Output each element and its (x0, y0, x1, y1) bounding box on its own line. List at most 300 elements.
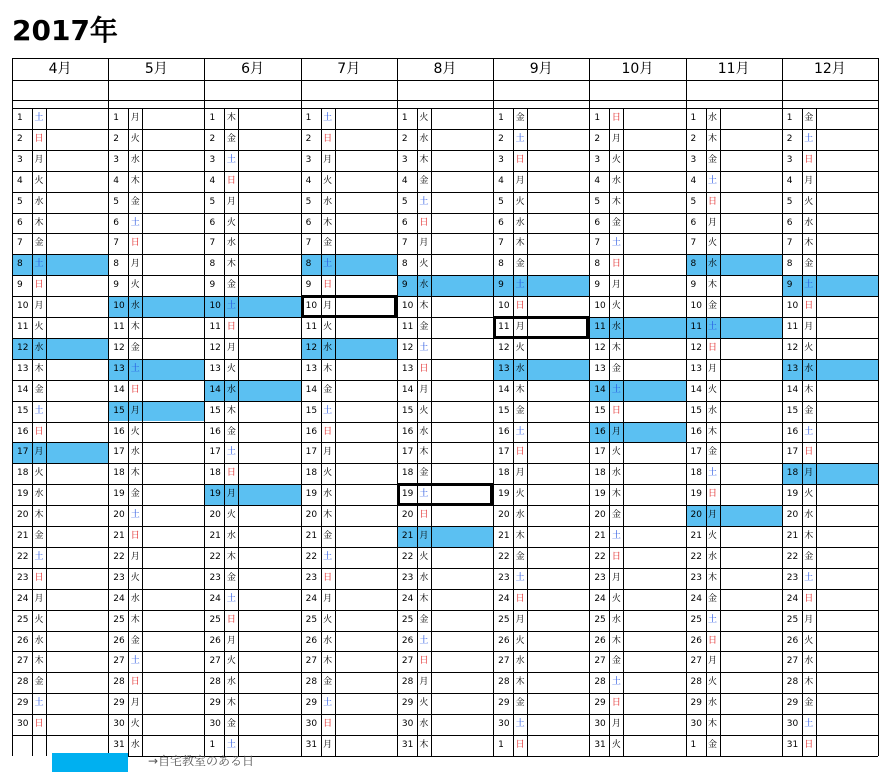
day-of-week: 木 (226, 113, 236, 123)
day-of-week: 日 (611, 113, 621, 123)
day-of-week: 月 (515, 322, 525, 332)
day-of-week: 金 (226, 133, 236, 144)
day-number: 26 (498, 635, 510, 646)
day-of-week: 水 (34, 635, 44, 646)
day-of-week: 日 (611, 259, 621, 270)
day-of-week: 木 (515, 238, 525, 249)
day-number: 15 (594, 405, 606, 416)
day-of-week: 火 (226, 656, 236, 667)
day-of-week: 日 (515, 593, 525, 604)
day-number: 16 (401, 426, 414, 437)
day-of-week: 土 (515, 426, 525, 437)
day-of-week: 水 (323, 342, 333, 353)
day-of-week-divider (527, 108, 528, 756)
day-of-week: 火 (419, 551, 429, 562)
day-of-week: 土 (708, 468, 718, 479)
day-number: 3 (209, 154, 216, 165)
day-number: 12 (209, 342, 221, 353)
day-of-week: 木 (611, 196, 621, 207)
day-number: 18 (17, 468, 29, 479)
day-of-week: 日 (708, 489, 718, 500)
month-divider (493, 58, 494, 756)
day-number: 16 (113, 426, 125, 437)
day-number: 8 (209, 259, 216, 270)
day-number: 21 (498, 531, 510, 541)
day-of-week: 木 (226, 698, 236, 709)
day-of-week: 金 (130, 196, 140, 207)
day-of-week: 火 (419, 698, 429, 709)
day-of-week: 月 (130, 698, 140, 709)
day-number: 11 (690, 322, 702, 332)
day-of-week: 火 (323, 614, 333, 625)
day-of-week: 土 (34, 113, 44, 123)
day-number: 23 (594, 572, 606, 583)
day-number: 20 (498, 510, 510, 521)
day-of-week: 火 (611, 154, 621, 165)
day-of-week: 土 (804, 572, 814, 583)
day-of-week: 木 (515, 384, 525, 395)
day-number: 15 (498, 405, 510, 416)
day-number: 31 (305, 740, 318, 750)
day-number: 14 (209, 384, 221, 395)
day-of-week: 月 (708, 656, 718, 667)
day-number: 1 (305, 113, 312, 123)
day-number: 12 (401, 342, 414, 353)
row-divider (397, 756, 493, 757)
day-of-week: 金 (708, 154, 718, 165)
day-of-week: 土 (34, 259, 44, 270)
row-divider (686, 756, 782, 757)
day-number: 12 (786, 342, 799, 353)
day-number: 4 (498, 175, 504, 186)
day-number-divider (32, 108, 33, 756)
day-of-week: 金 (34, 677, 44, 688)
day-number: 3 (17, 154, 23, 165)
day-number: 14 (786, 384, 799, 395)
day-number: 18 (209, 468, 221, 479)
day-of-week: 月 (34, 301, 44, 312)
day-number: 5 (690, 196, 697, 207)
day-of-week: 木 (708, 572, 718, 583)
day-of-week: 日 (323, 719, 333, 730)
day-of-week: 土 (34, 698, 44, 709)
day-of-week: 日 (130, 677, 140, 688)
day-of-week: 日 (130, 238, 140, 249)
day-of-week: 日 (515, 301, 525, 312)
day-of-week: 木 (708, 133, 718, 144)
day-of-week-divider (238, 108, 239, 756)
day-of-week: 金 (708, 447, 718, 458)
day-number: 5 (209, 196, 216, 207)
day-of-week: 木 (419, 740, 429, 750)
day-number: 7 (113, 238, 119, 249)
day-number: 3 (113, 154, 119, 165)
row-divider (12, 735, 108, 736)
day-of-week: 水 (226, 677, 236, 688)
day-number: 12 (17, 342, 29, 353)
day-number-divider (513, 108, 514, 756)
day-number: 21 (690, 531, 702, 541)
day-number: 13 (498, 363, 510, 374)
day-of-week: 日 (419, 510, 429, 521)
day-number-divider (802, 108, 803, 756)
day-number: 28 (209, 677, 221, 688)
day-number: 7 (594, 238, 601, 249)
day-of-week: 土 (804, 280, 814, 291)
day-of-week: 金 (515, 698, 525, 709)
day-of-week: 金 (708, 593, 718, 604)
day-of-week: 火 (515, 635, 525, 646)
day-number: 6 (17, 217, 23, 228)
day-number: 30 (690, 719, 702, 730)
day-of-week: 火 (226, 510, 236, 521)
day-number: 19 (498, 489, 510, 500)
day-number: 27 (401, 656, 414, 667)
day-of-week: 木 (419, 301, 429, 312)
day-number: 1 (690, 113, 697, 123)
day-of-week: 火 (323, 468, 333, 479)
day-of-week: 日 (804, 154, 814, 165)
day-of-week: 火 (804, 342, 814, 353)
boxed-day-outline (493, 316, 589, 339)
day-number: 30 (113, 719, 125, 730)
day-of-week: 水 (515, 363, 525, 374)
day-of-week: 月 (515, 175, 525, 186)
day-of-week: 木 (419, 447, 429, 458)
day-number: 21 (209, 531, 221, 541)
page-title: 2017年 (12, 14, 118, 47)
day-number: 21 (17, 531, 29, 541)
day-number: 13 (113, 363, 125, 374)
day-of-week: 土 (130, 656, 140, 667)
day-of-week: 金 (323, 531, 333, 541)
day-of-week: 日 (515, 154, 525, 165)
day-number: 12 (305, 342, 318, 353)
day-of-week: 火 (708, 384, 718, 395)
day-number: 9 (498, 280, 504, 291)
day-number-divider (417, 108, 418, 756)
month-header: 8月 (433, 61, 457, 77)
day-of-week: 水 (419, 426, 429, 437)
day-number: 18 (498, 468, 510, 479)
day-of-week: 月 (804, 322, 814, 332)
day-number: 11 (401, 322, 414, 332)
day-number: 25 (498, 614, 510, 625)
month-divider (204, 58, 205, 756)
day-of-week: 土 (708, 614, 718, 625)
table-right-border (878, 58, 879, 756)
day-number: 28 (113, 677, 125, 688)
day-number: 25 (594, 614, 606, 625)
day-number: 26 (594, 635, 606, 646)
day-number: 21 (594, 531, 606, 541)
table-top-border (12, 58, 878, 59)
day-number: 31 (113, 740, 125, 750)
day-number: 5 (113, 196, 119, 207)
day-of-week-divider (623, 108, 624, 756)
day-of-week: 土 (323, 551, 333, 562)
day-of-week: 日 (708, 342, 718, 353)
day-number: 4 (401, 175, 408, 186)
day-number: 26 (17, 635, 29, 646)
day-number: 18 (113, 468, 125, 479)
day-number: 19 (401, 489, 414, 500)
day-number: 7 (17, 238, 23, 249)
day-number: 9 (594, 280, 601, 291)
day-of-week: 土 (515, 133, 525, 144)
day-number: 8 (690, 259, 697, 270)
day-of-week: 火 (611, 301, 621, 312)
day-number: 8 (113, 259, 119, 270)
day-number: 29 (401, 698, 414, 709)
day-of-week: 月 (130, 259, 140, 270)
day-number: 7 (786, 238, 793, 249)
day-of-week: 木 (130, 468, 140, 479)
day-of-week: 水 (130, 593, 140, 604)
day-of-week: 火 (130, 133, 140, 144)
day-of-week: 金 (804, 698, 814, 709)
day-of-week: 金 (708, 740, 718, 750)
day-number: 25 (113, 614, 125, 625)
day-number: 24 (498, 593, 510, 604)
day-of-week: 水 (419, 133, 429, 144)
day-of-week: 土 (419, 635, 429, 646)
day-number: 3 (594, 154, 601, 165)
day-of-week: 水 (419, 572, 429, 583)
day-of-week: 水 (130, 447, 140, 458)
day-number: 28 (17, 677, 29, 688)
day-of-week: 金 (419, 614, 429, 625)
day-number: 19 (786, 489, 799, 500)
day-of-week: 水 (226, 384, 236, 395)
day-of-week: 金 (804, 259, 814, 270)
day-number: 15 (17, 405, 29, 416)
day-of-week: 火 (419, 259, 429, 270)
day-of-week: 土 (226, 740, 236, 750)
day-number: 19 (17, 489, 29, 500)
day-number: 15 (401, 405, 414, 416)
day-number-divider (321, 108, 322, 756)
day-of-week: 土 (419, 489, 429, 500)
day-number: 28 (594, 677, 606, 688)
boxed-day-outline (301, 295, 397, 318)
day-of-week: 月 (226, 342, 236, 353)
month-header: 4月 (48, 61, 72, 77)
day-number: 28 (498, 677, 510, 688)
day-of-week: 火 (804, 635, 814, 646)
day-number: 18 (594, 468, 606, 479)
day-of-week: 月 (226, 196, 236, 207)
day-of-week: 金 (323, 238, 333, 249)
day-number: 12 (113, 342, 125, 353)
day-of-week-divider (816, 108, 817, 756)
day-number: 21 (305, 531, 318, 541)
day-number: 21 (786, 531, 799, 541)
day-of-week: 木 (708, 280, 718, 291)
day-number: 14 (113, 384, 125, 395)
day-of-week: 金 (419, 468, 429, 479)
day-number: 2 (209, 133, 216, 144)
day-of-week: 火 (419, 113, 429, 123)
day-number: 1 (594, 113, 601, 123)
day-number: 24 (594, 593, 606, 604)
day-of-week: 木 (611, 635, 621, 646)
day-number: 23 (401, 572, 414, 583)
day-of-week: 日 (226, 468, 236, 479)
day-of-week: 火 (708, 677, 718, 688)
day-of-week: 土 (804, 719, 814, 730)
day-number: 16 (498, 426, 510, 437)
day-of-week: 木 (323, 510, 333, 521)
day-of-week: 月 (226, 489, 236, 500)
day-number: 5 (401, 196, 408, 207)
day-number: 30 (401, 719, 414, 730)
day-of-week: 日 (419, 656, 429, 667)
day-number: 11 (594, 322, 606, 332)
day-number: 17 (498, 447, 510, 458)
day-of-week: 日 (419, 363, 429, 374)
day-of-week: 日 (34, 426, 44, 437)
day-number: 6 (690, 217, 697, 228)
day-of-week: 木 (130, 175, 140, 186)
day-of-week: 金 (804, 113, 814, 123)
day-of-week: 日 (323, 572, 333, 583)
day-number: 15 (113, 405, 125, 416)
day-of-week: 土 (515, 572, 525, 583)
day-of-week: 金 (804, 551, 814, 562)
day-number: 6 (401, 217, 408, 228)
day-of-week: 水 (419, 280, 429, 291)
day-number: 9 (17, 280, 23, 291)
day-of-week: 火 (34, 322, 44, 332)
day-number: 17 (113, 447, 125, 458)
day-of-week: 日 (611, 551, 621, 562)
day-number: 8 (17, 259, 23, 270)
day-of-week-divider (142, 108, 143, 756)
day-number: 16 (786, 426, 799, 437)
day-number: 3 (401, 154, 408, 165)
day-number: 22 (594, 551, 606, 562)
day-number: 8 (594, 259, 601, 270)
day-number: 13 (401, 363, 414, 374)
day-number: 2 (498, 133, 504, 144)
day-of-week: 月 (515, 468, 525, 479)
day-of-week: 土 (611, 238, 621, 249)
day-of-week: 日 (419, 217, 429, 228)
day-of-week: 土 (708, 322, 718, 332)
day-number: 22 (690, 551, 702, 562)
day-of-week: 火 (130, 719, 140, 730)
day-number: 5 (498, 196, 504, 207)
day-number: 16 (17, 426, 29, 437)
day-of-week: 木 (419, 593, 429, 604)
day-of-week: 木 (34, 217, 44, 228)
day-of-week: 月 (34, 447, 44, 458)
day-number: 13 (690, 363, 702, 374)
day-of-week: 木 (419, 154, 429, 165)
day-of-week: 金 (226, 426, 236, 437)
day-of-week: 木 (34, 510, 44, 521)
row-divider (589, 756, 685, 757)
day-number: 23 (786, 572, 799, 583)
day-number: 10 (690, 301, 702, 312)
day-of-week: 木 (804, 238, 814, 249)
day-number: 1 (786, 113, 793, 123)
day-of-week: 日 (130, 531, 140, 541)
day-number: 6 (209, 217, 216, 228)
day-number: 12 (498, 342, 510, 353)
day-number: 1 (498, 740, 504, 750)
day-of-week: 水 (130, 154, 140, 165)
day-of-week: 金 (130, 489, 140, 500)
day-number: 24 (690, 593, 702, 604)
day-number: 14 (690, 384, 702, 395)
day-of-week: 水 (323, 196, 333, 207)
day-of-week: 月 (34, 593, 44, 604)
day-number: 10 (786, 301, 799, 312)
day-of-week: 月 (226, 635, 236, 646)
day-number: 17 (594, 447, 606, 458)
day-of-week: 水 (804, 363, 814, 374)
day-number: 14 (594, 384, 606, 395)
day-of-week: 木 (804, 531, 814, 541)
day-number: 24 (786, 593, 799, 604)
day-number: 20 (113, 510, 125, 521)
day-number: 9 (401, 280, 408, 291)
day-of-week: 日 (708, 635, 718, 646)
day-of-week: 日 (34, 572, 44, 583)
day-number: 2 (594, 133, 601, 144)
day-of-week: 火 (804, 196, 814, 207)
day-number: 25 (690, 614, 702, 625)
day-of-week: 火 (611, 447, 621, 458)
day-of-week: 月 (419, 531, 429, 541)
month-divider (108, 58, 109, 756)
day-number: 31 (786, 740, 799, 750)
day-number: 19 (690, 489, 702, 500)
day-number: 11 (305, 322, 318, 332)
day-number: 19 (594, 489, 606, 500)
day-number: 11 (209, 322, 221, 332)
day-of-week: 土 (323, 698, 333, 709)
day-of-week: 月 (130, 551, 140, 562)
day-of-week: 月 (323, 593, 333, 604)
day-number: 4 (113, 175, 119, 186)
row-divider (301, 756, 397, 757)
day-number: 6 (498, 217, 504, 228)
day-of-week: 水 (611, 468, 621, 479)
day-of-week: 金 (226, 572, 236, 583)
day-of-week: 月 (130, 113, 140, 123)
day-of-week: 金 (708, 301, 718, 312)
day-of-week: 木 (226, 259, 236, 270)
day-of-week: 金 (130, 342, 140, 353)
day-of-week: 水 (611, 614, 621, 625)
day-number-divider (609, 108, 610, 756)
day-number: 18 (690, 468, 702, 479)
day-number: 26 (690, 635, 702, 646)
day-of-week: 月 (419, 677, 429, 688)
day-number: 4 (690, 175, 697, 186)
day-number: 29 (209, 698, 221, 709)
day-number: 23 (209, 572, 221, 583)
day-of-week: 水 (34, 196, 44, 207)
day-of-week: 火 (611, 740, 621, 750)
day-number: 23 (17, 572, 29, 583)
day-number: 18 (305, 468, 318, 479)
day-number: 27 (17, 656, 29, 667)
day-of-week: 月 (323, 447, 333, 458)
